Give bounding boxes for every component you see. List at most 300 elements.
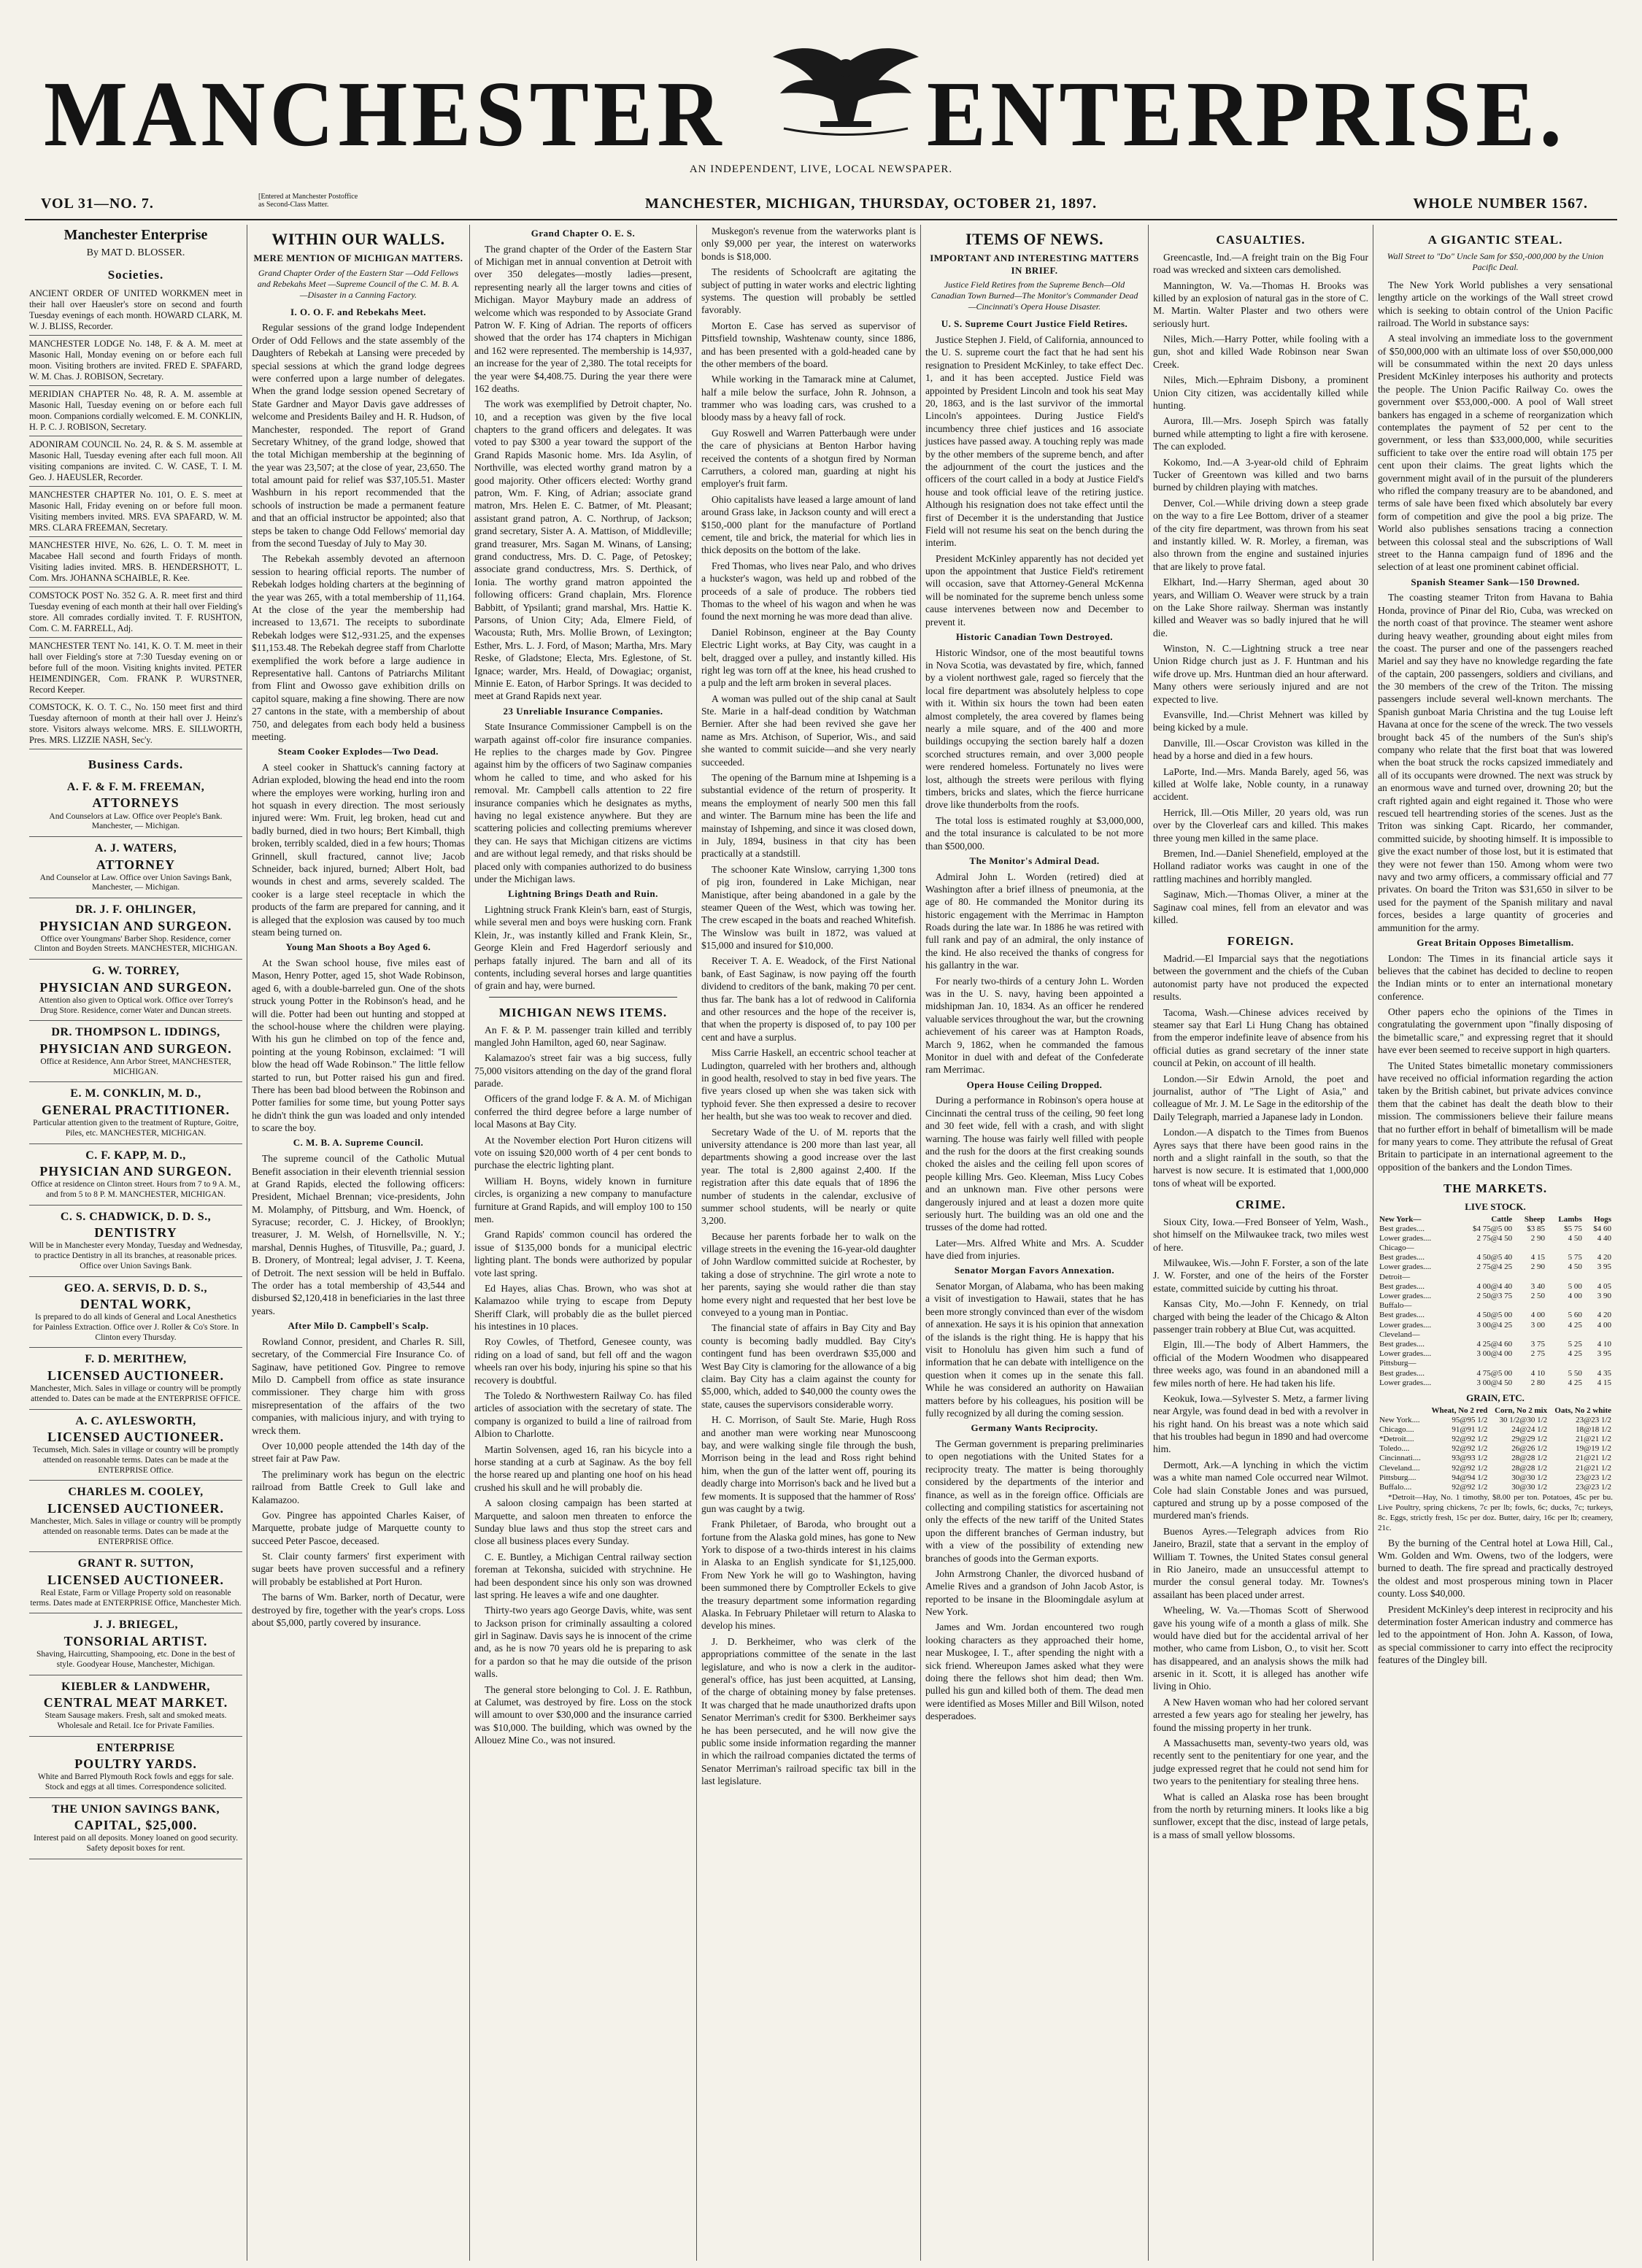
- business-card: [29, 1552, 242, 1613]
- article-paragraph: For nearly two-thirds of a century John L. Worden was in the U. S. navy, having been appointed a midshipman Jan. 10, 1834. As an officer he rendered valuable services throughout the war, but the crowning achievement of his career was at Hampton Roads, March 9, 1862, when he commanded the famous Monitor in duel with and defeat of the Confederate ram Merrimac.: [925, 975, 1144, 1076]
- table-cell: Best grades....: [1379, 1224, 1425, 1233]
- business-card-description: And Counselor at Law. Office over Union Savings Bank, Manchester, — Michigan.: [39, 873, 232, 892]
- society-notice: MERIDIAN CHAPTER No. 48, R. A. M. assemble at Masonic Hall, Tuesday evening on or before each full moon. Companions cordially welcomed. E. M. CONKLIN, H. P. C. J. ROBISON, Secretary.: [29, 386, 242, 436]
- table-header-row: [1378, 1215, 1613, 1224]
- business-card-description: Shaving, Haircutting, Shampooing, etc. Done in the best of style. Goodyear House, Manchester, Michigan.: [36, 1649, 236, 1669]
- news-item: Muskegon's revenue from the waterworks plant is only $9,000 per year, the interest on waterworks bonds is $18,000.: [701, 225, 916, 262]
- article-heading: Germany Wants Reciprocity.: [971, 1422, 1098, 1434]
- table-cell: 4 00@4 40: [1476, 1281, 1513, 1291]
- table-row: [1378, 1454, 1613, 1463]
- business-card-description: Particular attention given to the treatment of Rupture, Goitre, Piles, etc. MANCHESTER, MICHIGAN.: [33, 1118, 239, 1138]
- table-header-cell: Wheat, No 2 red: [1431, 1405, 1488, 1415]
- table-cell: 4 20: [1597, 1311, 1611, 1320]
- table-row: [1378, 1340, 1613, 1349]
- business-card-title: ATTORNEY: [96, 857, 176, 872]
- business-card: [29, 1410, 242, 1481]
- table-cell: [1454, 1273, 1514, 1282]
- article-paragraph: Senator Morgan, of Alabama, who has been making a visit of investigation to Hawaii, states that he has been more strongly convinced than ever of the wisdom of annexation. He says it is his opinion that annexation of the islands is the right thing. He is happy that his visit to Honolulu has given him such a fund of information that he can debate with intelligence on the question when it comes up in the senate this fall. While he was considered an authority on Hawaiian matters before by his colleagues, his position will be fully recognized by all during the coming session.: [925, 1281, 1144, 1419]
- news-item: Frank Philetaer, of Baroda, who brought out a fortune from the Alaska gold mines, has gone to New York to dispose of a two-thirds interest in his claims in Alaska to an English syndicate for $1,125,000. From New York he will go to Washington, having been summoned there by Comptroller Eckels to give the treasury department some information regarding Alaska. In February Philetaer will return to Alaska to develop his mines.: [701, 1519, 916, 1632]
- business-card-description: Manchester, Mich. Sales in village or country will be promptly attended to. Dates can be made at the ENTERPRISE OFFICE.: [30, 1384, 242, 1403]
- table-row: [1378, 1369, 1613, 1378]
- news-item: Evansville, Ind.—Christ Mehnert was killed by being kicked by a mule.: [1153, 709, 1368, 733]
- society-notice: MANCHESTER CHAPTER No. 101, O. E. S. meet at Masonic Hall, Friday evening on or before full moon. Visiting members invited. MRS. EVA SPAFARD, W. M. MRS. CLARA FREEMAN, Secretary.: [29, 487, 242, 537]
- article-heading: Steam Cooker Explodes—Two Dead.: [277, 746, 439, 757]
- table-row: [1378, 1234, 1613, 1243]
- table-cell: 4 00: [1568, 1292, 1582, 1301]
- table-cell: *Detroit....: [1379, 1435, 1414, 1444]
- article-heading: Spanish Steamer Sank—150 Drowned.: [1411, 576, 1580, 587]
- table-cell: 2 75: [1530, 1349, 1545, 1359]
- business-card-title: CENTRAL MEAT MARKET.: [43, 1694, 228, 1710]
- table-cell: [1546, 1273, 1584, 1282]
- table-cell: Best grades....: [1379, 1368, 1425, 1378]
- business-card-description: Is prepared to do all kinds of General and Local Anesthetics for Painless Extraction. Office over J. Roller & Co's Store. In Clinton every Thursday.: [33, 1313, 239, 1342]
- column-2: [247, 225, 469, 2261]
- table-cell: 2 50: [1530, 1292, 1545, 1301]
- article-paragraph: The Rebekah assembly devoted an afternoon session to hearing official reports. The number of Rebekah lodges holding charters at the beginning of the year was 265, with a total membership of 11,164. At the close of the year the membership had increased to 13,671. The receipts to subordinate Rebekah lodges were $12,-931.25, and the expenses $11,153.48. The Rebekah degree staff from Charlotte exemplified the work before a large audience in Representative hall. Cantons of Patriarchs Militant from Flint and Owosso gave exhibition drills on capitol square, making a fine showing. There are now 27 cantons in the state, with a membership of about 750, and delegates from each body held a business meeting.: [252, 553, 465, 742]
- business-card-name: KIEBLER & LANDWEHR,: [61, 1680, 210, 1693]
- table-cell: 5 60: [1568, 1311, 1582, 1320]
- news-item: An F. & P. M. passenger train killed and terribly mangled John Hamilton, aged 60, near Saginaw.: [474, 1024, 692, 1048]
- table-row: [1378, 1416, 1613, 1425]
- headline-items-of-news: ITEMS OF NEWS.: [965, 230, 1103, 248]
- table-header-row: [1378, 1406, 1613, 1416]
- business-card: [29, 1348, 242, 1409]
- article-paragraph: The barns of Wm. Barker, north of Decatur, were destroyed by fire, together with the year's crops. Loss about $5,000, partly covered by insurance.: [252, 1592, 465, 1629]
- column-7: [1373, 225, 1617, 2261]
- business-card-title: LICENSED AUCTIONEER.: [47, 1430, 225, 1444]
- news-item: Elgin, Ill.—The body of Albert Hammers, the official of the Modern Woodmen who disappeared three weeks ago, was found in an abandoned mill a few miles north of here. He had taken his life.: [1153, 1339, 1368, 1389]
- issue-date: MANCHESTER, MICHIGAN, THURSDAY, OCTOBER 21, 1897.: [645, 196, 1098, 212]
- business-card-name: CHARLES M. COOLEY,: [68, 1486, 204, 1499]
- news-item: Niles, Mich.—Ephraim Disbony, a prominent Union City citizen, was accidentally killed while hunting.: [1153, 374, 1368, 412]
- article-paragraph: Other papers echo the opinions of the Times in congratulating the government upon "finally disposing of the bimetallic scare," and expressing regret that it should have ever been seemed to receive support in high quarters.: [1378, 1006, 1613, 1056]
- table-cell: 2 90: [1530, 1233, 1545, 1243]
- news-item: Mannington, W. Va.—Thomas H. Brooks was killed by an explosion of natural gas in the store of C. M. Martin. Walter Plaster and two others were seriously hurt.: [1153, 279, 1368, 329]
- table-cell: 26@26 1/2: [1511, 1444, 1548, 1454]
- table-cell: 92@92 1/2: [1452, 1483, 1488, 1492]
- table-cell: 3 00@4 50: [1476, 1378, 1513, 1387]
- table-cell: [1514, 1301, 1546, 1311]
- eagle-emblem-icon: [769, 35, 922, 137]
- volume-number: VOL 31—NO. 7.: [41, 196, 154, 212]
- table-cell: $4 60: [1593, 1224, 1611, 1233]
- business-card-title: DENTISTRY: [94, 1225, 177, 1241]
- whole-number: WHOLE NUMBER 1567.: [1413, 196, 1588, 212]
- article-paragraph: During a performance in Robinson's opera house at Cincinnati the central truss of the ceiling, 90 feet long and 30 feet wide, fell with a crash, and with slight warning. The house was fairly well filled with people and the rush for the doors at the first creaking sounds choked the aisles and the ceiling fell upon scores of people killing Mrs. Geo. Kleeman, Miss Lucy Cobes and an unknown man. Five other persons were dangerously injured and at least a dozen more quite seriously hurt. The building was an old one and the trusses of the dome had rotted.: [925, 1095, 1144, 1233]
- article-heading: The Monitor's Admiral Dead.: [969, 855, 1100, 866]
- business-card-name: E. M. CONKLIN, M. D.,: [70, 1087, 201, 1100]
- article-heading: C. M. B. A. Supreme Council.: [293, 1137, 424, 1149]
- news-item: Officers of the grand lodge F. & A. M. of Michigan conferred the third degree before a large number of local Masons at Bay City.: [474, 1093, 692, 1130]
- table-row: [1378, 1464, 1613, 1473]
- table-cell: Cincinnati....: [1379, 1454, 1421, 1463]
- news-item: Daniel Robinson, engineer at the Bay County Electric Light works, at Bay City, was caught in a belt, dragged over a pulley, and instantly killed. His right leg was torn off at the knee, his head crushed to a pulp and the left arm broken in several places.: [701, 626, 916, 689]
- table-cell: 4 10: [1530, 1368, 1545, 1378]
- headline-deck: Grand Chapter Order of the Eastern Star —Odd Fellows and Rebekahs Meet —Supreme Council of the C. M. B. A. —Disaster in a Canning Factory.: [257, 267, 460, 300]
- table-cell: [1546, 1330, 1584, 1340]
- news-item: A saloon closing campaign has been started at Marquette, and saloon men threaten to enforce the Sunday blue laws and thus stop the street cars and close all business places every Sunday.: [474, 1497, 692, 1547]
- table-cell: 94@94 1/2: [1452, 1473, 1488, 1482]
- society-notice: ANCIENT ORDER OF UNITED WORKMEN meet in their hall over Haeusler's store on second and fourth Tuesday evenings of each month. HOWARD CLARK, M. W. J. BLISS, Recorder.: [29, 285, 242, 336]
- table-header-cell: Hogs: [1594, 1214, 1611, 1224]
- table-cell: 95@95 1/2: [1452, 1415, 1488, 1424]
- table-row: [1378, 1273, 1613, 1282]
- table-cell: 18@18 1/2: [1576, 1424, 1611, 1434]
- business-card-description: Attention also given to Optical work. Office over Torrey's Drug Store. Residence, corner Water and Duncan streets.: [38, 995, 234, 1015]
- business-card-title: LICENSED AUCTIONEER.: [47, 1572, 225, 1587]
- news-item: Kalamazoo's street fair was a big success, fully 75,000 visitors attending on the day of the grand floral parade.: [474, 1052, 692, 1089]
- business-card-name: GRANT R. SUTTON,: [77, 1557, 194, 1570]
- table-row: [1378, 1444, 1613, 1454]
- article-heading: Young Man Shoots a Boy Aged 6.: [285, 941, 431, 953]
- society-notice: ADONIRAM COUNCIL No. 24, R. & S. M. assemble at Masonic Hall, Tuesday evening after each full moon. All visiting companions are invited. C. W. CASE, T. I. M. Geo. J. HAEUSLER, Recorder.: [29, 436, 242, 487]
- news-item: Aurora, Ill.—Mrs. Joseph Spirch was fatally burned while attempting to light a fire with kerosene. The can exploded.: [1153, 415, 1368, 452]
- table-cell: 91@91 1/2: [1452, 1424, 1488, 1434]
- table-row: [1378, 1330, 1613, 1340]
- table-cell: 4 50: [1568, 1262, 1582, 1272]
- news-item: Roy Cowles, of Thetford, Genesee county, was riding on a load of sand, but fell off and the wagon wheels ran over his body, injuring his spine so that his recovery is doubtful.: [474, 1336, 692, 1386]
- article-paragraph: Over 10,000 people attended the 14th day of the street fair at Paw Paw.: [252, 1440, 465, 1465]
- table-cell: 21@21 1/2: [1576, 1463, 1611, 1473]
- business-card-title: TONSORIAL ARTIST.: [63, 1633, 208, 1648]
- table-cell: 23@23 1/2: [1576, 1473, 1611, 1482]
- business-card: [29, 1021, 242, 1082]
- news-item: Buenos Ayres.—Telegraph advices from Rio Janeiro, Brazil, state that a servant in the employ of William T. Townes, the United States consul general in Rio Janeiro, made an unsuccessful attempt to murder the consul general today. Mr. Townes's assailant has been placed under arrest.: [1153, 1525, 1368, 1600]
- news-item: A Massachusetts man, seventy-two years old, was recently sent to the penitentiary for one year, and the judge expressed regret that he could not send him for two years to the penitentiary for stealing three hens.: [1153, 1737, 1368, 1787]
- business-card: [29, 1277, 242, 1349]
- business-card-description: Will be in Manchester every Monday, Tuesday and Wednesday, to practice Dentistry in all its branches, at reasonable prices. Office over Union Savings Bank.: [29, 1241, 243, 1270]
- table-cell: [1546, 1359, 1584, 1368]
- table-header-cell: Sheep: [1524, 1214, 1545, 1224]
- news-item: Saginaw, Mich.—Thomas Oliver, a miner at the Saginaw coal mines, fell from an elevator and was killed.: [1153, 889, 1368, 925]
- table-cell: Lower grades....: [1379, 1262, 1432, 1272]
- news-item: Miss Carrie Haskell, an eccentric school teacher at Ludington, quarreled with her brothers and, although in good health, resolved to stay in bed five years. The five years closed up when she was taken sick with typhoid fever. She then expressed a desire to recover her health, but she was too weak to recover and died.: [701, 1047, 916, 1122]
- table-cell: 3 95: [1597, 1349, 1611, 1359]
- business-card-title: CAPITAL, $25,000.: [74, 1818, 198, 1833]
- section-heading-foreign: FOREIGN.: [1227, 934, 1295, 949]
- table-cell: Lower grades....: [1379, 1233, 1432, 1243]
- table-cell: 3 40: [1530, 1281, 1545, 1291]
- table-cell: Lower grades....: [1379, 1349, 1432, 1359]
- table-row: [1378, 1483, 1613, 1492]
- table-cell: 4 15: [1597, 1378, 1611, 1387]
- business-card-name: C. S. CHADWICK, D. D. S.,: [60, 1210, 212, 1223]
- table-cell: 5 75: [1568, 1253, 1582, 1262]
- table-row: [1378, 1292, 1613, 1301]
- news-item: Winston, N. C.—Lightning struck a tree near Union Ridge church just as J. F. Huntman and his wife drove up. Mrs. Huntman died an hour afterward. Many others were seriously injured and are not expected to live.: [1153, 643, 1368, 705]
- business-card-description: Office at Residence, Ann Arbor Street, MANCHESTER, MICHIGAN.: [40, 1057, 231, 1076]
- news-item: The residents of Schoolcraft are agitating the subject of putting in water works and electric lighting systems. The question will probably be settled favorably.: [701, 266, 916, 316]
- business-card-name: ENTERPRISE: [96, 1741, 175, 1754]
- table-row: [1378, 1282, 1613, 1292]
- table-cell: [1546, 1243, 1584, 1253]
- article-paragraph: At the Swan school house, five miles east of Mason, Henry Potter, aged 15, shot Wade Robinson, aged 6, with a double-barreled gun. One of the shots struck young Potter in the Robinson's head, and he will die. Potter had been out hunting and stopped at the school-house where the children were playing. With his gun he climbed on top of the fence and, pointing at the young Robinson, exclaimed: "I will blow the head off Wade Robinson." The little fellow started to run, but Potter raised his gun and fired. There has been bad blood between the Robinson and Potter families for some time, but young Potter says he didn't think the gun was loaded and only intended to scare the boy.: [252, 957, 465, 1134]
- table-cell: $3 85: [1527, 1224, 1545, 1233]
- news-item: Receiver T. A. E. Weadock, of the First National bank, of East Saginaw, is now paying off the fourth dividend to creditors of the bank, making 70 per cent. thus far. The bank has a lot of redwood in California and other resources and the hope of the receiver is, that when the property is disposed of, to pay 100 per cent and have a surplus.: [701, 955, 916, 1043]
- table-cell: 4 15: [1530, 1253, 1545, 1262]
- news-item: Grand Rapids' common council has ordered the issue of $135,000 bonds for a municipal electric lighting plant. The bonds were authorized by popular vote last spring.: [474, 1229, 692, 1278]
- article-paragraph: State Insurance Commissioner Campbell is on the warpath against off-color fire insurance companies. He replies to the charges made by Gov. Pingree against him by the officers of two Saginaw companies whom he called to time, and who asked for his removal. Mr. Campbell calls attention to 22 fire insurance companies which he designates as myths, having no legal existence anywhere. But they are scattering policies and collecting premiums wherever they can. He says that Michigan citizens are victims and are without legal remedy, and that risks should be placed only with companies authorized to do business under the Michigan laws.: [474, 721, 692, 884]
- article-paragraph: Rowland Connor, president, and Charles R. Sill, secretary, of the Commercial Fire Insurance Co. of Saginaw, have petitioned Gov. Pingree to remove Milo D. Campbell from office as state insurance commissioner. They charge him with gross misrepresentation of the affairs of the two companies, with malicious injury, and with trying to wreck them.: [252, 1335, 465, 1436]
- news-item: Fred Thomas, who lives near Palo, and who drives a huckster's wagon, was held up and robbed of the proceeds of a sale of produce. The robbers tied Thomas to the wheel of his wagon and when he was found the next morning he was more dead than alive.: [701, 560, 916, 622]
- article-paragraph: Justice Stephen J. Field, of California, announced to the U. S. supreme court the fact that he had sent his resignation to President McKinley, to take effect Dec. 1, and it has been accepted. Justice Field was appointed by President Lincoln and took his seat May 20, 1863, and is the last survivor of the immortal Lincoln's appointees. During Justice Field's incumbency three chief justices and 16 associate justices have passed away. A touching reply was made by the other members of the supreme bench, and after the adjournment of the court the justices and the officers of the court called in a body at Justice Field's house and took official leave of the retiring justice. Although his resignation does not take effect until the first of December it is the understanding that Justice Field will not resume his seat on the bench during the interim.: [925, 334, 1144, 549]
- business-card-name: F. D. MERITHEW,: [85, 1353, 187, 1366]
- table-cell: 92@92 1/2: [1452, 1463, 1488, 1473]
- table-cell: Cleveland—: [1379, 1330, 1420, 1339]
- table-row: [1378, 1262, 1613, 1272]
- table-cell: 3 00: [1530, 1320, 1545, 1330]
- article-heading: I. O. O. F. and Rebekahs Meet.: [290, 306, 427, 317]
- news-item: The Toledo & Northwestern Railway Co. has filed articles of association with the secretary of state. The company is organized to build a line of railroad from Albion to Charlotte.: [474, 1390, 692, 1440]
- business-card: [29, 1144, 242, 1206]
- table-cell: Pittsburg....: [1379, 1473, 1416, 1482]
- table-cell: 23@23 1/2: [1576, 1483, 1611, 1492]
- table-cell: 30@30 1/2: [1511, 1483, 1548, 1492]
- divider: [489, 997, 677, 998]
- news-item: Morton E. Case has served as supervisor of Pittsfield township, Washtenaw county, since 1886, and has been presented with a gold-headed cane by the other members of the board.: [701, 320, 916, 369]
- business-card-name: A. J. WATERS,: [94, 842, 177, 855]
- dateline-bar: [25, 190, 1617, 220]
- business-card-title: PHYSICIAN AND SURGEON.: [39, 979, 232, 995]
- table-cell: 30 1/2@30 1/2: [1499, 1415, 1548, 1424]
- grain-heading: GRAIN, ETC.: [1466, 1392, 1525, 1403]
- news-item: LaPorte, Ind.—Mrs. Manda Barely, aged 56, was killed at Wolfe lake, Noble county, in a runaway accident.: [1153, 765, 1368, 803]
- business-card-title: ATTORNEYS: [92, 795, 180, 811]
- column-3: [469, 225, 696, 2261]
- news-item: Kokomo, Ind.—A 3-year-old child of Ephraim Tucker of Greentown was killed and two barns burned by children playing with matches.: [1153, 456, 1368, 493]
- table-cell: 2 50@3 75: [1476, 1292, 1513, 1301]
- society-notice: COMSTOCK POST No. 352 G. A. R. meet first and third Tuesday evening of each month at their hall over Fielding's store. All comrades cordially invited. T. F. RUSHTON, Com. C. M. FARRELL, Adj.: [29, 587, 242, 638]
- news-item: Secretary Wade of the U. of M. reports that the university attendance is 200 more than last year, all departments showing a good increase over the last year. The total is 2,800 against 2,400. If the registration after this date equals that of 1896 the number of students in the calendar, exclusive of summer school students, will be nearly or quite 3,200.: [701, 1126, 916, 1227]
- table-cell: [1584, 1273, 1613, 1282]
- business-card-name: DR. THOMPSON L. IDDINGS,: [51, 1026, 220, 1039]
- table-cell: Buffalo....: [1379, 1483, 1412, 1492]
- news-item: While working in the Tamarack mine at Calumet, half a mile below the surface, John R. Johnson, a trammer who was loading cars, was crushed to a bloody mass by a heavy fall of rock.: [701, 374, 916, 423]
- news-item: Guy Roswell and Warren Patterbaugh were under the care of physicians at Benton Harbor having received the contents of a shotgun fired by Norman Carruthers, a colored man, guarding at night his employer's fruit farm.: [701, 427, 916, 490]
- news-item: Sioux City, Iowa.—Fred Bonseer of Yelm, Wash., shot himself on the Milwaukee track, two miles west of here.: [1153, 1216, 1368, 1253]
- masthead-title-left: MANCHESTER: [44, 62, 726, 166]
- news-item: President McKinley's deep interest in reciprocity and his determination foster American industry and commerce has led to the appointment of Hon. John A. Kasson, of Iowa, as special commissioner to carry into effect the reciprocity features of the Dingley bill.: [1378, 1603, 1613, 1666]
- article-heading: U. S. Supreme Court Justice Field Retires.: [941, 318, 1128, 330]
- article-heading: 23 Unreliable Insurance Companies.: [503, 705, 663, 717]
- table-cell: 5 25: [1568, 1339, 1582, 1349]
- table-cell: 92@92 1/2: [1452, 1435, 1488, 1444]
- business-card-name: A. F. & F. M. FREEMAN,: [66, 781, 205, 793]
- table-row: [1378, 1224, 1613, 1234]
- table-header-cell: [1378, 1406, 1425, 1416]
- news-item: Ohio capitalists have leased a large amount of land around Grass lake, in Jackson county and will erect a $150,-000 plant for the manufacture of Portland cement, tile and brick, the material for which lies in thick deposits on the bottom of the lake.: [701, 493, 916, 556]
- article-paragraph: A steel cooker in Shattuck's canning factory at Adrian exploded, blowing the head end into the room where the employes were working, hurling iron and hot squash in every direction. The most seriously injured were: Wm. Fruit, leg broken, head cut and badly burned, died in two hours; Bert Kimball, thigh broken, terribly scalded, died in a few hours; Thomas Grinnell, skull fractured, cannot live; Jacob Schneider, back injured, burned; Albert Holt, bad wounds in chest and arms, severely scalded. The cooker is a large steel receptacle in which the products of the farm are prepared for canning, and it is alleged that the explosion was caused by too much steam being turned on.: [252, 761, 465, 938]
- societies-heading: Societies.: [107, 267, 164, 282]
- news-item: Bremen, Ind.—Daniel Shenefield, employed at the Holland radiator works was caught in one of the rattling machines and horribly mangled.: [1153, 847, 1368, 884]
- table-cell: 3 75: [1530, 1339, 1545, 1349]
- article-paragraph: London: The Times in its financial article says it believes that the cabinet has decided to decline to reopen the Indian mints or to enter an international monetary conference.: [1378, 952, 1613, 1002]
- table-cell: 5 50: [1568, 1368, 1582, 1378]
- table-cell: 30@30 1/2: [1511, 1473, 1548, 1482]
- business-card-title: LICENSED AUCTIONEER.: [47, 1500, 225, 1516]
- table-cell: 4 25: [1568, 1349, 1582, 1359]
- business-card: [29, 776, 242, 837]
- table-cell: [1454, 1301, 1514, 1311]
- column-1: [25, 225, 247, 2261]
- table-row: [1378, 1425, 1613, 1435]
- news-item: A woman was pulled out of the ship canal at Sault Ste. Marie in a half-dead condition by Watchman Bernier. After she had been revived she gave her name as Mrs. Atchison, of Superior, Wis., and said she wanted to commit suicide—and she very nearly succeeded.: [701, 693, 916, 768]
- headline-within-our-walls: WITHIN OUR WALLS.: [271, 230, 445, 248]
- article-paragraph: The total loss is estimated roughly at $3,000,000, and the total insurance is calculated to be not more than $500,000.: [925, 814, 1144, 852]
- business-card-description: White and Barred Plymouth Rock fowls and eggs for sale. Stock and eggs at all times. Correspondence solicited.: [37, 1773, 234, 1791]
- headline-deck: Justice Field Retires from the Supreme Bench—Old Canadian Town Burned—The Monitor's Commander Dead—Cincinnati's Opera House Disaster.: [930, 279, 1138, 312]
- business-card-title: POULTRY YARDS.: [74, 1756, 197, 1772]
- table-cell: 29@29 1/2: [1511, 1435, 1548, 1444]
- table-cell: 4 25: [1568, 1320, 1582, 1330]
- table-cell: [1514, 1243, 1546, 1253]
- table-cell: Pittsburg—: [1379, 1359, 1416, 1368]
- table-cell: 2 75@4 25: [1476, 1262, 1513, 1272]
- table-cell: 92@92 1/2: [1452, 1444, 1488, 1454]
- business-card-description: Real Estate, Farm or Village Property sold on reasonable terms. Dates made at ENTERPRISE Office, Manchester Mich.: [30, 1588, 242, 1608]
- business-card-description: Manchester, Mich. Sales in village or country will be promptly attended on reasonable terms. Dates can be made at the ENTERPRISE Office.: [30, 1516, 242, 1546]
- news-item: William H. Boyns, widely known in furniture circles, is organizing a new company to manufacture furniture at Grand Rapids, and will employ 100 to 150 men.: [474, 1175, 692, 1224]
- table-cell: 2 80: [1530, 1378, 1545, 1387]
- table-cell: Detroit—: [1379, 1272, 1411, 1281]
- table-cell: $4 75@5 00: [1473, 1224, 1513, 1233]
- business-card: [29, 898, 242, 960]
- table-header-cell: New York—: [1379, 1214, 1422, 1224]
- news-item: A New Haven woman who had her colored servant arrested a few years ago for stealing her jewelry, has found the missing property in her trunk.: [1153, 1696, 1368, 1733]
- live-stock-heading: LIVE STOCK.: [1465, 1200, 1526, 1212]
- business-card-title: PHYSICIAN AND SURGEON.: [39, 1164, 232, 1179]
- table-cell: [1454, 1359, 1514, 1368]
- headline-gigantic-steal: A GIGANTIC STEAL.: [1427, 233, 1563, 247]
- table-cell: Lower grades....: [1379, 1378, 1432, 1387]
- business-card: [29, 1082, 242, 1143]
- table-cell: Buffalo—: [1379, 1301, 1412, 1311]
- article-paragraph: Later—Mrs. Alfred White and Mrs. A. Scudder have died from injuries.: [925, 1237, 1144, 1262]
- table-header-cell: Corn, No 2 mix: [1495, 1405, 1548, 1415]
- news-item: What is called an Alaska rose has been brought from the north by returning miners. It looks like a big sunflower, except that the disc, instead of large petals, is a mass of small yellow blossoms.: [1153, 1791, 1368, 1840]
- section-heading-crime: CRIME.: [1236, 1197, 1286, 1212]
- article-paragraph: The coasting steamer Triton from Havana to Bahia Honda, province of Pinar del Rio, Cuba, was wrecked on the north coast of that province. The steamer went ashore during heavy weather, grounding about eight miles from the coast. The purser and one of the passengers reached Mariel and say they have no knowledge regarding the fate of the captain, 200 passengers, soldiers and civilians, and the 30 members of the crew of the Triton. The missing passengers include several well-known merchants. The Spanish gunboat Maria Christina and the tug Louise left Havana at once for the scene of the wreck. The two vessels brought back 45 of the numbers of the Sun's ship's company who relate that the first boat that was lowered when the boat struck the rocks capsized immediately and all of its occupants were drowned. The next was struck by an enormous wave and turned over, drowning 20; but the craft righted again and eight regained it. Those who were rescued tell heartrending stories of the scenes. Just as the Triton was sinking Capt. Ricardo, her commander, committed suicide, by shooting himself. It is impossible to give the exact number of those lost, but it is estimated that they were not fewer than 150. Among whom were two navy and two army officers, a commissary official and 77 privates. On board the Triton was $31,650 in silver to be used for the payment of the Spanish military and naval forces, besides a large quantity of groceries and ammunition for the army.: [1378, 592, 1613, 933]
- table-row: [1378, 1359, 1613, 1368]
- article-paragraph: Lightning struck Frank Klein's barn, east of Sturgis, while several men and boys were husking corn. Frank Klein, Jr., was instantly killed and Frank Klein, Sr., George Klein and Fred Hagerdorf seriously and perhaps fatally injured. The barn and all of its contents, including several horses and large quantities of grain and hay, were burned.: [474, 904, 692, 992]
- table-cell: 4 75@5 00: [1476, 1368, 1513, 1378]
- table-cell: [1514, 1273, 1546, 1282]
- news-item: Denver, Col.—While driving down a steep grade on the way to a fire Lee Bottom, driver of a steamer of the city fire department, was thrown from his seat and instantly killed. W. R. Morley, a fireman, was also thrown from the engine and sustained injuries that are likely to prove fatal.: [1153, 497, 1368, 572]
- business-card: [29, 1481, 242, 1552]
- news-item: London.—Sir Edwin Arnold, the poet and journalist, author of "The Light of Asia," and colleague of Mr. J. M. Le Sage in the editorship of the Daily Telegraph, married a Japanese lady in London.: [1153, 1073, 1368, 1122]
- news-item: H. C. Morrison, of Sault Ste. Marie, Hugh Ross and another man were working near Munoscoong bay, and were walking single file through the bush, Morrison being in the lead and Ross right behind him, when the gun of the latter went off, pouring its deadly charge into Morrison's back and he lived but a few moments. It is supposed that the hammer of Ross' gun was caught by a twig.: [701, 1414, 916, 1514]
- news-item: Dermott, Ark.—A lynching in which the victim was a white man named Cole occurred near Wilmot. Cole had slain Constable Jones and was pursued, captured and strung up by a posse composed of the murdered man's friends.: [1153, 1459, 1368, 1521]
- article-heading: After Milo D. Campbell's Scalp.: [288, 1320, 429, 1332]
- columns: [25, 225, 1617, 2268]
- business-card-title: PHYSICIAN AND SURGEON.: [39, 1041, 232, 1056]
- table-cell: Lower grades....: [1379, 1320, 1432, 1330]
- table-cell: 4 00: [1597, 1320, 1611, 1330]
- news-item: London.—A dispatch to the Times from Buenos Ayres says that there have been good rains in the north and a slight rainfall in the south, so that the harvest is now secure. It is estimated that 1,000,000 tons of wheat will be exported.: [1153, 1127, 1368, 1189]
- business-card-description: Office over Youngmans' Barber Shop. Residence, corner Clinton and Boyden Streets. MANCHESTER, MICHIGAN.: [34, 934, 237, 954]
- business-cards-list: [29, 776, 242, 1859]
- business-card-title: GENERAL PRACTITIONER.: [41, 1102, 231, 1117]
- table-cell: 4 25: [1568, 1378, 1582, 1387]
- table-cell: 4 50@5 00: [1476, 1311, 1513, 1320]
- table-cell: 3 95: [1597, 1262, 1611, 1272]
- table-cell: 23@23 1/2: [1576, 1415, 1611, 1424]
- society-notice: MANCHESTER HIVE, No. 626, L. O. T. M. meet in Macabee Hall second and fourth Fridays of month. Visiting ladies invited. MRS. B. HENDERSHOTT, L. Com. Mrs. JOHANNA SCHAIBLE, R. Kee.: [29, 537, 242, 587]
- table-header-cell: Cattle: [1491, 1214, 1513, 1224]
- table-row: [1378, 1253, 1613, 1262]
- table-cell: [1546, 1301, 1584, 1311]
- society-notice: MANCHESTER TENT No. 141, K. O. T. M. meet in their hall over Fielding's store at 7:30 Tuesday evening on or before full of the moon. Visiting knights invited. PETER HEIMENDINGER, Com. FRANK P. WURSTNER, Record Keeper.: [29, 638, 242, 699]
- news-item: The general store belonging to Col. J. E. Rathbun, at Calumet, was destroyed by fire. Loss on the stock will amount to over $30,000 and the insurance carried was $10,000. The building, which was owned by the Allouez Mine Co., was not insured.: [474, 1683, 692, 1746]
- news-item: Ed Hayes, alias Chas. Brown, who was shot at Kalamazoo while trying to escape from Deputy Sheriff Clark, will probably die as the bullet pierced his intestines in 10 places.: [474, 1282, 692, 1332]
- table-cell: 21@21 1/2: [1576, 1454, 1611, 1463]
- masthead: [25, 13, 1617, 175]
- table-cell: 2 75@4 50: [1476, 1233, 1513, 1243]
- table-cell: [1454, 1330, 1514, 1340]
- table-cell: Best grades....: [1379, 1281, 1425, 1291]
- news-item: Because her parents forbade her to walk on the village streets in the evening the 16-year-old daughter of John Wardlow committed suicide at Rochester, by taking a dose of strychnine. The girl wrote a note to her parents, saying she would rather die than stay home every night and requested that her best love be conveyed to a young man in Pontiac.: [701, 1230, 916, 1319]
- news-item: Danville, Ill.—Oscar Croviston was killed in the head by a horse and died in a few hours.: [1153, 737, 1368, 762]
- article-heading: Opera House Ceiling Dropped.: [966, 1079, 1103, 1090]
- business-card-title: LICENSED AUCTIONEER.: [47, 1368, 225, 1383]
- society-notice: MANCHESTER LODGE No. 148, F. & A. M. meet at Masonic Hall, Monday evening on or before each full moon. Visiting brothers are invited. FRED E. SPAFARD, W. M. Chas. J. ROBISON, Secretary.: [29, 336, 242, 386]
- table-cell: [1584, 1301, 1613, 1311]
- table-header-cell: Lambs: [1558, 1214, 1582, 1224]
- table-cell: 3 00@4 00: [1476, 1349, 1513, 1359]
- news-item: By the burning of the Central hotel at Lowa Hill, Cal., Wm. Golden and Wm. Owens, two of the lodgers, were burned to death. The fire spread and practically destroyed the oldest and most prosperous mining town in Placer county. Loss $40,000.: [1378, 1537, 1613, 1600]
- article-paragraph: St. Clair county farmers' first experiment with sugar beets have proven successful and a refinery will probably be established at Port Huron.: [252, 1551, 465, 1587]
- article-paragraph: The New York World publishes a very sensational lengthy article on the workings of the Wall street crowd which is seeking to obtain control of the Union Pacific railroad. The World in substance says:: [1378, 279, 1613, 328]
- subheadline: MERE MENTION OF MICHIGAN MATTERS.: [253, 252, 463, 264]
- business-card-title: PHYSICIAN AND SURGEON.: [39, 918, 232, 933]
- table-cell: 28@28 1/2: [1511, 1454, 1548, 1463]
- business-card-name: THE UNION SAVINGS BANK,: [52, 1802, 220, 1816]
- table-cell: 4 25@4 60: [1476, 1339, 1513, 1349]
- article-heading: Grand Chapter O. E. S.: [531, 228, 636, 239]
- business-card: [29, 1737, 242, 1798]
- business-card-name: DR. J. F. OHLINGER,: [75, 903, 196, 917]
- business-card: [29, 837, 242, 898]
- table-cell: Chicago....: [1379, 1424, 1414, 1434]
- news-item: Niles, Mich.—Harry Potter, while fooling with a gun, shot and killed Wade Robinson near Swan Creek.: [1153, 333, 1368, 370]
- table-row: [1378, 1349, 1613, 1359]
- table-cell: Chicago—: [1379, 1243, 1414, 1253]
- table-row: [1378, 1435, 1613, 1444]
- table-cell: [1584, 1243, 1613, 1253]
- news-item: The opening of the Barnum mine at Ishpeming is a substantial evidence of the return of prosperity. It means the employment of nearly 500 men this fall and winter. The Barnum mine has been the life and mainstay of Ishpeming, and since it was closed down, in July, 1894, business in that city has been practically at a standstill.: [701, 772, 916, 860]
- publisher-byline: By MAT D. BLOSSER.: [86, 247, 185, 258]
- table-cell: 3 90: [1597, 1292, 1611, 1301]
- table-cell: Best grades....: [1379, 1339, 1425, 1349]
- article-paragraph: Gov. Pingree has appointed Charles Kaiser, of Marquette, probate judge of Marquette county to succeed Peter Pascoe, deceased.: [252, 1509, 465, 1546]
- business-card: [29, 1798, 242, 1859]
- article-heading: Lightning Brings Death and Ruin.: [508, 888, 658, 900]
- news-item: Wheeling, W. Va.—Thomas Scott of Sherwood gave his young wife of a month a glass of milk. She would have died but for the accidental arrival of her mother, who came from Lisbon, O., to visit her. Scott has disappeared, and an analysis shows the milk had arsenic in it. Scott, it is alleged has another wife living in Ohio.: [1153, 1605, 1368, 1692]
- article-paragraph: The United States bimetallic monetary commissioners have received no official information regarding the action taken by the British cabinet, but private advices convince them that the cabinet has dealt the death blow to their mission. The commissioners believe their failure means that no further effort in behalf of bimetallism will be made for many years to come. They attribute the refusal of Great Britain to participate in an international agreement to the opposition of the bankers and the London Times.: [1378, 1060, 1613, 1173]
- business-card: [29, 1206, 242, 1277]
- grain-table: [1378, 1406, 1613, 1493]
- business-card-description: Interest paid on all deposits. Money loaned on good security. Safety deposit boxes for rent.: [34, 1834, 238, 1853]
- society-notice: COMSTOCK, K. O. T. C., No. 150 meet first and third Tuesday afternoon of month at their hall over J. Heinz's store. Visitors always welcome. MRS. E. SILLWORTH, Pres. MRS. LIZZIE NASH, Sec'y.: [29, 699, 242, 749]
- column-4: [696, 225, 920, 2261]
- masthead-tagline: AN INDEPENDENT, LIVE, LOCAL NEWSPAPER.: [689, 163, 953, 175]
- markets-heading: THE MARKETS.: [1443, 1181, 1548, 1196]
- table-row: [1378, 1243, 1613, 1253]
- table-cell: 4 05: [1597, 1281, 1611, 1291]
- business-card-description: And Counselors at Law. Office over People's Bank. Manchester, — Michigan.: [49, 811, 223, 831]
- table-cell: 24@24 1/2: [1511, 1424, 1548, 1434]
